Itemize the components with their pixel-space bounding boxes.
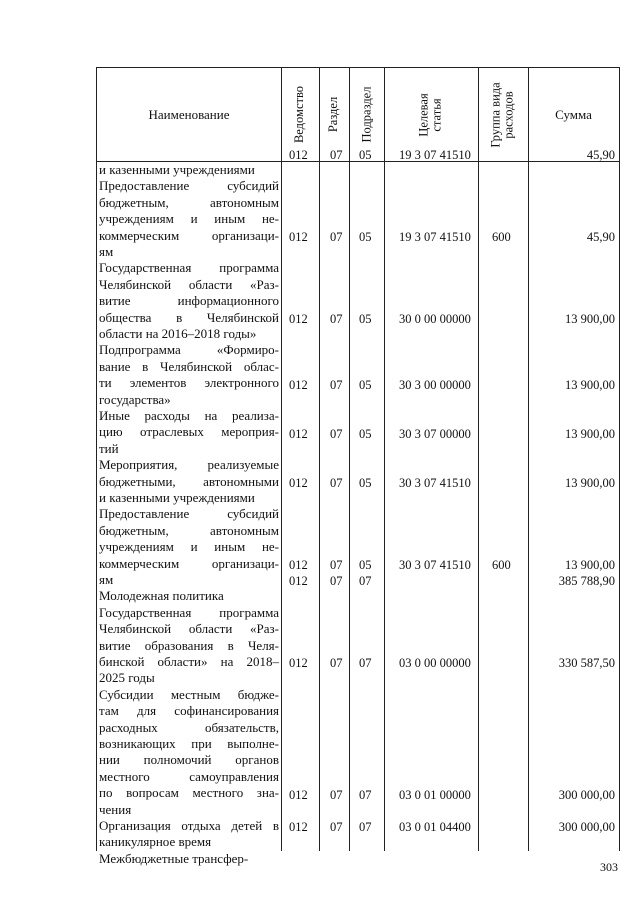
cell-cs: 03 0 01 00000: [399, 787, 471, 802]
row-name-line: Подпрограмма «Формиро-: [99, 342, 279, 358]
row-name-line: области на 2016–2018 годы»: [99, 326, 257, 342]
row-name: [99, 506, 279, 588]
row-name-line: Предоставление субсидий: [99, 506, 279, 522]
row-name-line: каникулярное время: [99, 834, 212, 850]
row-name-line: государства»: [99, 391, 171, 407]
cell-sum: 45,90: [586, 148, 615, 162]
cell-sum: 300 000,00: [558, 787, 615, 802]
cell-pod: 07: [359, 656, 372, 671]
cell-ved: 012: [289, 475, 308, 490]
table-row: [97, 148, 619, 178]
header-name: [97, 68, 281, 161]
cell-sum: 330 587,50: [558, 656, 615, 671]
row-name-line: вание в Челябинской облас-: [99, 358, 279, 374]
cell-raz: 07: [330, 787, 343, 802]
row-name-line: бюджетным, автономным: [99, 194, 279, 210]
cell-sum: 13 900,00: [565, 426, 615, 441]
cell-pod: 05: [359, 229, 372, 244]
row-name-line: ям: [99, 572, 114, 588]
row-name-line: бинской области» на 2018–: [99, 654, 279, 670]
header-celevaya-line2: статья: [430, 97, 444, 132]
cell-cs: 30 0 00 00000: [399, 311, 471, 326]
row-name-line: Субсидии местным бюдже-: [99, 686, 279, 702]
row-name-line: нии полномочий органов: [99, 752, 279, 768]
row-name-line: учреждениям и иным не-: [99, 539, 279, 555]
row-name-line: Организация отдыха детей в: [99, 818, 279, 833]
row-name-line: ям: [99, 244, 114, 260]
row-name-line: там для софинансирования: [99, 703, 279, 719]
page-number: 303: [600, 860, 618, 874]
header-gruppa: [478, 68, 528, 161]
cell-ved: 012: [289, 377, 308, 392]
row-name: [99, 408, 279, 457]
cell-raz: 07: [330, 656, 343, 671]
cell-raz: 07: [330, 820, 343, 835]
cell-raz: 07: [330, 475, 343, 490]
row-name: [99, 178, 279, 260]
row-name: [99, 342, 279, 408]
header-gruppa-label: [490, 82, 516, 147]
row-name-line: ти элементов электронного: [99, 375, 279, 391]
table-row: [97, 178, 619, 260]
table-row: [97, 342, 619, 408]
row-name-line: и казенными учреждениями: [99, 490, 255, 505]
row-name-line: Мероприятия, реализуемые: [99, 457, 279, 473]
cell-cs: 30 3 00 00000: [399, 377, 471, 392]
cell-pod: 05: [359, 148, 372, 162]
table-row: [97, 818, 619, 851]
row-name-line: Государственная программа: [99, 260, 279, 276]
row-name-line: Молодежная политика: [99, 588, 224, 604]
cell-ved: 012: [289, 229, 308, 244]
cell-sum: 385 788,90: [558, 574, 615, 589]
row-name: [99, 851, 279, 867]
cell-vr: 600: [492, 557, 511, 572]
row-name-line: по вопросам местного зна-: [99, 785, 279, 801]
row-name-line: Челябинской области «Раз-: [99, 621, 279, 637]
row-name-line: учреждениям и иным не-: [99, 211, 279, 227]
row-name: [99, 162, 279, 178]
header-celevaya-line1: Целевая: [417, 92, 431, 137]
row-name-line: чения: [99, 801, 132, 817]
cell-raz: 07: [330, 426, 343, 441]
cell-pod: 07: [359, 820, 372, 835]
cell-ved: 012: [289, 311, 308, 326]
table-row: [97, 408, 619, 457]
cell-ved: 012: [289, 557, 308, 572]
row-name-line: местного самоуправления: [99, 768, 279, 784]
table-row: [97, 457, 619, 506]
cell-cs: 03 0 01 04400: [399, 820, 471, 835]
row-name-line: Предоставление субсидий: [99, 178, 279, 194]
cell-sum: 45,90: [586, 229, 615, 244]
cell-pod: 05: [359, 311, 372, 326]
header-razdel-label: Раздел: [326, 96, 341, 133]
cell-cs: 19 3 07 41510: [399, 148, 471, 162]
row-name: [99, 588, 279, 604]
table-row: [97, 851, 619, 867]
row-name-line: и казенными учреждениями: [99, 162, 255, 177]
cell-raz: 07: [330, 311, 343, 326]
header-name-label: Наименование: [148, 106, 230, 122]
row-name-line: цию отраслевых мероприя-: [99, 424, 279, 440]
row-name: [99, 687, 279, 818]
cell-raz: 07: [330, 377, 343, 392]
cell-pod: 05: [359, 557, 372, 572]
cell-vr: 600: [492, 229, 511, 244]
cell-sum: 13 900,00: [565, 475, 615, 490]
table-row: [97, 260, 619, 342]
cell-cs: 30 3 07 00000: [399, 426, 471, 441]
cell-raz: 07: [330, 148, 343, 162]
cell-pod: 05: [359, 377, 372, 392]
header-gruppa-line2: расходов: [502, 90, 517, 139]
table-row: [97, 605, 619, 687]
cell-ved: 012: [289, 787, 308, 802]
cell-pod: 07: [359, 787, 372, 802]
cell-pod: 05: [359, 475, 372, 490]
row-name-line: Государственная программа: [99, 604, 279, 620]
row-name-line: коммерческим организаци-: [99, 555, 279, 571]
cell-cs: 19 3 07 41510: [399, 229, 471, 244]
cell-sum: 300 000,00: [558, 820, 615, 835]
cell-raz: 07: [330, 557, 343, 572]
table-row: [97, 506, 619, 588]
cell-ved: 012: [289, 574, 308, 589]
cell-sum: 13 900,00: [565, 557, 615, 572]
row-name-line: общества в Челябинской: [99, 309, 279, 325]
row-name: [99, 260, 279, 342]
cell-cs: 03 0 00 00000: [399, 656, 471, 671]
row-name: [99, 605, 279, 687]
row-name-line: витие образования в Челя-: [99, 637, 279, 653]
cell-sum: 13 900,00: [565, 377, 615, 392]
row-name-line: коммерческим организаци-: [99, 227, 279, 243]
cell-ved: 012: [289, 426, 308, 441]
row-name-line: Челябинской области «Раз-: [99, 276, 279, 292]
header-vedomstvo-label: Ведомство: [292, 85, 307, 144]
row-name-line: Иные расходы на реализа-: [99, 408, 279, 423]
row-name-line: Межбюджетные трансфер-: [99, 850, 249, 866]
header-summa-label: Сумма: [555, 106, 592, 122]
row-name-line: тий: [99, 440, 119, 456]
cell-sum: 13 900,00: [565, 311, 615, 326]
cell-ved: 012: [289, 820, 308, 835]
row-name: [99, 818, 279, 851]
header-gruppa-line1: Группа вида: [489, 81, 504, 148]
cell-pod: 07: [359, 574, 372, 589]
budget-table: [96, 67, 620, 866]
cell-ved: 012: [289, 148, 308, 162]
cell-cs: 30 3 07 41510: [399, 475, 471, 490]
table-row: [97, 687, 619, 818]
row-name-line: бюджетным, автономным: [99, 522, 279, 538]
row-name-line: бюджетными, автономными: [99, 473, 279, 489]
cell-cs: 30 3 07 41510: [399, 557, 471, 572]
row-name-line: расходных обязательств,: [99, 719, 279, 735]
cell-raz: 07: [330, 574, 343, 589]
header-celevaya-label: [418, 93, 444, 136]
row-name-line: возникающих при выполне-: [99, 736, 279, 752]
cell-ved: 012: [289, 656, 308, 671]
cell-raz: 07: [330, 229, 343, 244]
header-podrazdel-label: Подраздел: [359, 86, 373, 143]
row-name-line: 2025 годы: [99, 670, 155, 686]
cell-pod: 05: [359, 426, 372, 441]
row-name: [99, 457, 279, 506]
row-name-line: витие информационного: [99, 293, 279, 309]
